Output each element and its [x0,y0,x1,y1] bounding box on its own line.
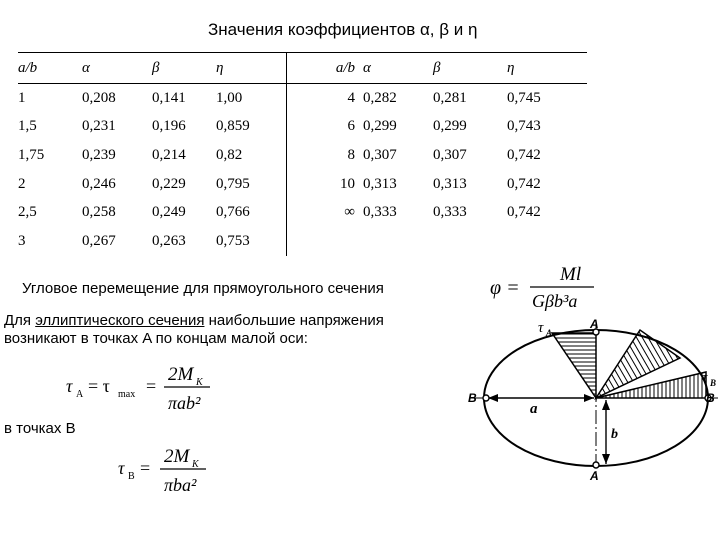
phi-equals: φ = [490,277,520,299]
label-a-top: A [590,317,599,331]
table-cell: 6 [347,118,355,135]
table-cell: 0,307 [363,146,397,163]
tau-max-subscript: max [118,389,136,400]
angular-displacement-text: Угловое перемещение для прямоугольного сечения [22,280,384,297]
table-cell: 2 [18,175,26,192]
header-cell: a/b [297,53,363,84]
equals-sign: = [146,376,157,396]
table-cell: 0,859 [216,118,250,135]
table-cell: 10 [340,175,355,192]
numerator-a-sub: K [196,377,203,388]
table-cell: 0,745 [507,89,541,106]
table-cell: 0,141 [152,89,186,106]
table-cell: 3 [18,232,26,249]
table-cell: 1,75 [18,146,45,163]
stress-diagram-a [552,333,596,398]
elliptic-underlined: эллиптического сечения [35,312,205,329]
table-title: Значения коэффициентов α, β и η [208,20,478,39]
table-cell: 0,229 [152,175,186,192]
elliptic-suffix: наибольшие напряжения возникают в точках A по концам малой оси: [4,312,384,347]
table-cell: 8 [347,146,355,163]
point-a-bottom [593,462,599,468]
numerator-b: 2M [164,446,190,467]
table-cell: 0,753 [216,232,250,249]
table-cell: 0,299 [363,118,397,135]
table-cell: 0,239 [82,146,116,163]
table-cell: 0,258 [82,204,116,221]
table-cell: 0,82 [216,146,243,163]
label-tau-a: τ [538,320,544,336]
dimension-arrow [584,394,594,402]
table-cell: 1,00 [216,89,243,106]
table-cell: 0,263 [152,232,186,249]
formula-tau-b [118,446,206,495]
table-cell: 0,333 [433,204,467,221]
table-cell: 0,795 [216,175,250,192]
header-cell: α [82,53,152,84]
table-cell: 2,5 [18,204,37,221]
table-cell: 0,282 [363,89,397,106]
table-cell: 0,196 [152,118,186,135]
header-cell: α [363,53,433,84]
angular-numerator: Ml [560,264,582,285]
table-cell: 0,307 [433,146,467,163]
denominator-a: πab² [168,393,201,413]
label-b-right: B [706,391,715,405]
header-cell: η [216,53,287,84]
table-cell: 0,249 [152,204,186,221]
label-a-dimension: a [530,401,538,417]
label-a-bottom: A [590,469,599,483]
table-cell: 1,5 [18,118,37,135]
label-tau-b: τ [702,370,708,386]
table-cell: 1 [18,89,26,106]
dimension-arrow [602,454,610,464]
table-cell: 0,214 [152,146,186,163]
table-cell: 0,313 [363,175,397,192]
table-cell: 4 [347,89,355,106]
tau-max-symbol: = τ [88,376,110,396]
table-cell: 0,743 [507,118,541,135]
table-cell: 0,281 [433,89,467,106]
dimension-arrow [602,400,610,410]
tau-b-symbol: τ [118,458,125,478]
ellipse-diagram [468,317,718,483]
table-cell: 0,299 [433,118,467,135]
denominator-b: πba² [164,475,197,495]
numerator-a: 2M [168,364,194,385]
numerator-b-sub: K [192,459,199,470]
table-cell: 0,742 [507,204,541,221]
table-cell: 0,333 [363,204,397,221]
angular-formula [490,264,594,311]
header-cell: β [433,53,507,84]
table-cell: 0,246 [82,175,116,192]
table-cell: 0,766 [216,204,250,221]
header-cell: β [152,53,216,84]
table-cell: 0,208 [82,89,116,106]
elliptic-prefix: Для [4,312,36,329]
table-cell: 0,742 [507,175,541,192]
formula-tau-a [66,364,210,413]
tau-b-subscript: B [128,471,135,482]
equals-sign: = [140,458,151,478]
table-cell: ∞ [344,204,355,221]
point-b-left [483,395,489,401]
tau-a-symbol: τ [66,376,73,396]
label-b-dimension: b [611,427,618,442]
label-tau-a-sub: A [546,328,553,338]
label-b-left: B [468,391,477,405]
table-cell: 0,742 [507,146,541,163]
tau-a-subscript: A [76,389,84,400]
label-tau-b-sub: B [710,378,717,388]
table-cell: 0,267 [82,232,116,249]
table-cell: 0,313 [433,175,467,192]
header-cell: η [507,53,587,84]
angular-denominator: Gβb³a [532,291,578,311]
points-b-text: в точках B [4,420,76,437]
table-cell: 0,231 [82,118,116,135]
header-cell: a/b [18,53,82,84]
